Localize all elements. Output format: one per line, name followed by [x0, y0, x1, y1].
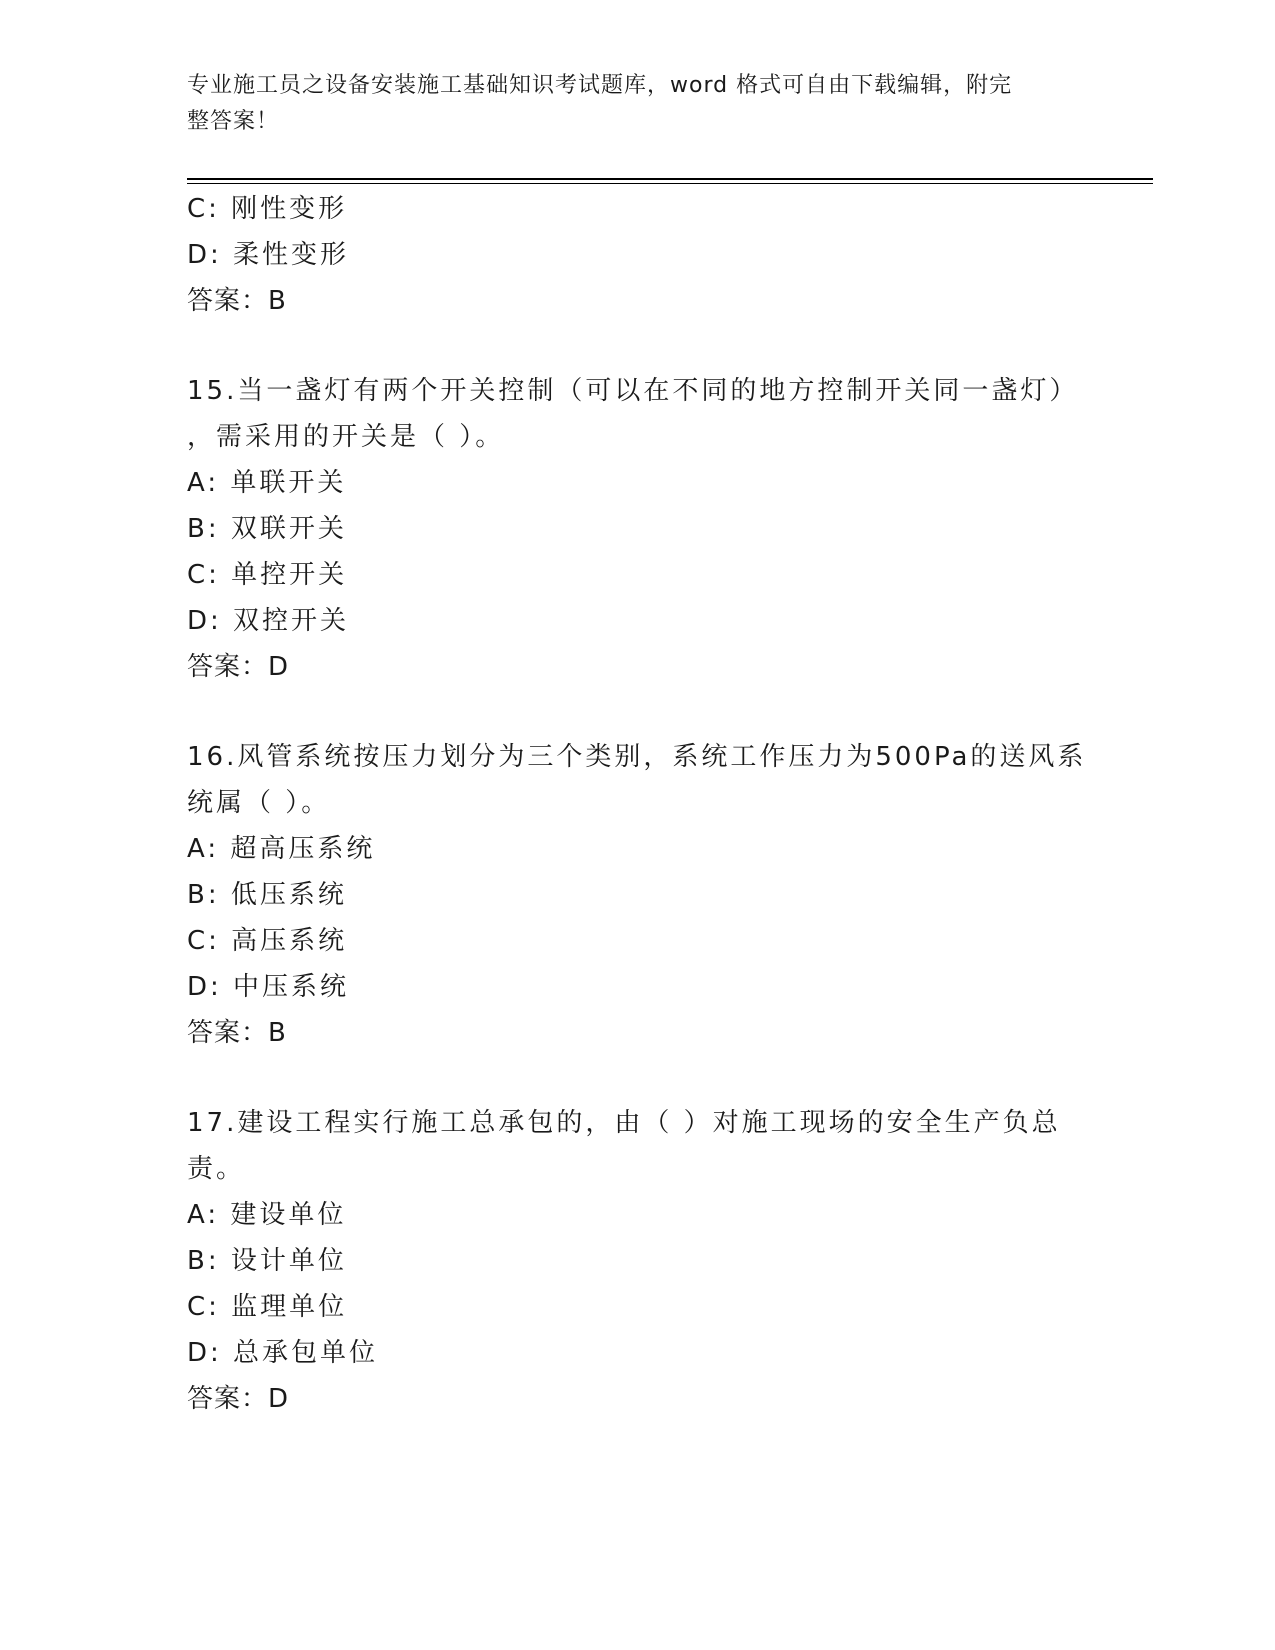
option-d: D: 中压系统	[187, 972, 350, 1002]
question-stem-line-2: 责。	[187, 1154, 246, 1184]
option-b: B: 低压系统	[187, 880, 347, 910]
option-b: B: 双联开关	[187, 514, 347, 544]
option-c: C: 刚性变形	[187, 194, 348, 224]
answer-line: 答案：D	[187, 1384, 290, 1414]
question-15	[187, 368, 1087, 690]
question-stem-line-1: 17.建设工程实行施工总承包的，由（ ）对施工现场的安全生产负总	[187, 1108, 1061, 1138]
option-a: A: 单联开关	[187, 468, 347, 498]
document-body	[187, 186, 1087, 1422]
spacer	[187, 690, 1087, 734]
question-17	[187, 1100, 1087, 1422]
option-b: B: 设计单位	[187, 1246, 347, 1276]
option-d: D: 双控开关	[187, 606, 350, 636]
answer-line: 答案：B	[187, 286, 287, 316]
option-c: C: 监理单位	[187, 1292, 348, 1322]
question-stem-line-2: 统属（ ）。	[187, 788, 331, 818]
answer-line: 答案：B	[187, 1018, 287, 1048]
document-header	[187, 68, 1087, 140]
option-a: A: 超高压系统	[187, 834, 376, 864]
header-divider-thin	[187, 183, 1153, 184]
answer-line: 答案：D	[187, 652, 290, 682]
option-d: D: 柔性变形	[187, 240, 350, 270]
option-c: C: 单控开关	[187, 560, 348, 590]
option-a: A: 建设单位	[187, 1200, 347, 1230]
header-divider-thick	[187, 178, 1153, 180]
carryover-question	[187, 186, 1087, 324]
question-16	[187, 734, 1087, 1056]
header-title-line-1: 专业施工员之设备安装施工基础知识考试题库，word 格式可自由下载编辑，附完	[187, 73, 1013, 98]
question-stem-line-1: 16.风管系统按压力划分为三个类别，系统工作压力为500Pa的送风系	[187, 742, 1087, 772]
option-c: C: 高压系统	[187, 926, 348, 956]
question-stem-line-1: 15.当一盏灯有两个开关控制（可以在不同的地方控制开关同一盏灯）	[187, 376, 1079, 406]
spacer	[187, 324, 1087, 368]
question-stem-line-2: ，需采用的开关是（ ）。	[187, 422, 505, 452]
spacer	[187, 1056, 1087, 1100]
option-d: D: 总承包单位	[187, 1338, 379, 1368]
header-title-line-2: 整答案！	[187, 109, 280, 134]
